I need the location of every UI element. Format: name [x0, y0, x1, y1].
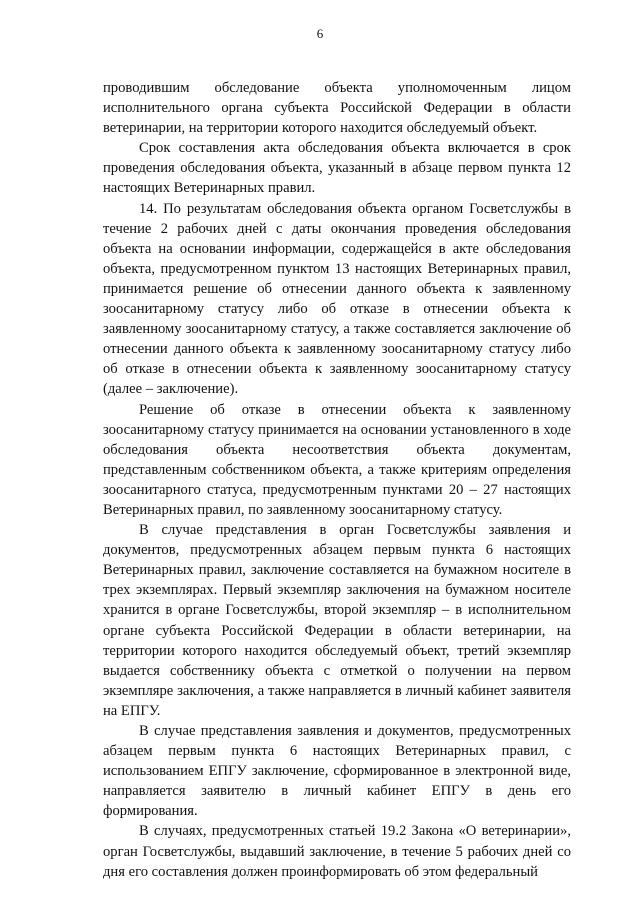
paragraph-refusal-decision: Решение об отказе в отнесении объекта к заявленному зоосанитарному статусу принимается на основании установленного в ходе обследования объекта несоответствия объекта документам, представленным собственником объекта, а также критериям определения зоосанитарного статуса, предусмотренным пунктами 20 – 27 настоящих Ветеринарных правил, по заявленному зоосанитарному статусу. — [103, 401, 571, 518]
document-body — [103, 78, 571, 882]
paragraph-act-deadline: Срок составления акта обследования объекта включается в срок проведения обследования объекта, указанный в абзаце первом пункта 12 настоящих Ветеринарных правил. — [103, 140, 571, 197]
paragraph-item-14: 14. По результатам обследования объекта органом Госветслужбы в течение 2 рабочих дней с даты окончания проведения обследования объекта на основании информации, содержащейся в акте обследования объекта, предусмотренном пунктом 13 настоящих Ветеринарных правил, принимается решение об отнесении данного объекта к заявленному зоосанитарному статусу либо об отказе в отнесении объекта к заявленному зоосанитарному статусу, а также составляется заключение об отнесении данного объекта к заявленному зоосанитарному статусу либо об отказе в отнесении объекта к заявленному зоосанитарному статусу (далее – заключение). — [103, 200, 571, 398]
paragraph-epgu-conclusion: В случае представления заявления и документов, предусмотренных абзацем первым пункта 6 настоящих Ветеринарных правил, с использованием ЕПГУ заключение, сформированное в электронной виде, направляется заявителю в личный кабинет ЕПГУ в день его формирования. — [103, 723, 571, 820]
paragraph-notification: В случаях, предусмотренных статьей 19.2 Закона «О ветеринарии», орган Госветслужбы, выдавший заключение, в течение 5 рабочих дней со дня его составления должен проинформировать об этом федеральный — [103, 823, 571, 880]
paragraph-paper-conclusion: В случае представления в орган Госветслужбы заявления и документов, предусмотренных абзацем первым пункта 6 настоящих Ветеринарных правил, заключение составляется на бумажном носителе в трех экземплярах. Первый экземпляр заключения на бумажном носителе хранится в органе Госветслужбы, второй экземпляр – в исполнительном органе субъекта Российской Федерации в области ветеринарии, на территории которого находится обследуемый объект, третий экземпляр выдается собственнику объекта с отметкой о получении на первом экземпляре заключения, а также направляется в личный кабинет заявителя на ЕПГУ. — [103, 522, 571, 719]
page-number: 6 — [316, 26, 324, 41]
paragraph-continuation: проводившим обследование объекта уполномоченным лицом исполнительного органа субъекта Российской Федерации в области ветеринарии, на территории которого находится обследуемый объект. — [103, 80, 571, 137]
